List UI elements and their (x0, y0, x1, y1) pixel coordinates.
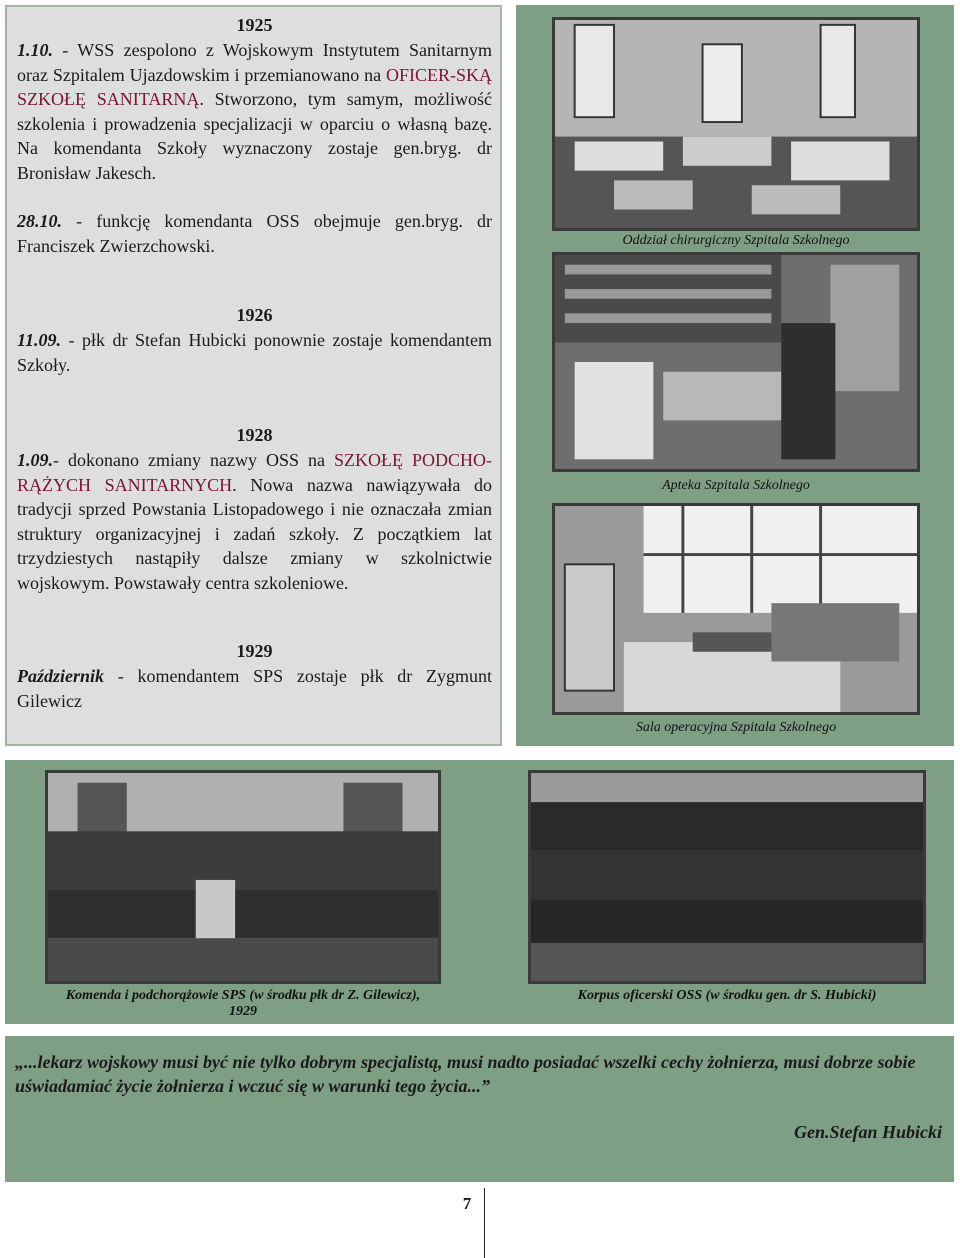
highlight-school-name: OFICER-SKĄ SZKOŁĘ SANITARNĄ (17, 64, 492, 109)
quote-panel (5, 1036, 954, 1182)
entry-date: 28.10. (17, 211, 62, 231)
year-1925: 1925 (236, 15, 273, 35)
entry-1925-10-01: 1.10. - WSS zespolono z Wojskowym Instytutem Sanitarnym oraz Szpitalem Ujazdowskim i przemianowano na OFICER-SKĄ SZKOŁĘ SANITARNĄ. Stworzono, tym samym, możliwość szkolenia i prowadzenia specjalizacji w oparciu o własną bazę. Na komendanta Szkoły wyznaczony zostaje gen.bryg. dr Bronisław Jakesch. (17, 40, 492, 183)
page-number: 7 (462, 1194, 472, 1213)
year-1929: 1929 (236, 641, 273, 661)
operating-room-photo (552, 503, 920, 715)
entry-date: 1.10. (17, 40, 53, 60)
entry-1925-10-28: 28.10. - funkcję komendanta OSS obejmuje gen.bryg. dr Franciszek Zwierzchowski. (17, 211, 492, 256)
pharmacy-photo (552, 252, 920, 472)
entry-1928-09-01: 1.09.- dokonano zmiany nazwy OSS na SZKOŁĘ PODCHO-RĄŻYCH SANITARNYCH. Nowa nazwa nawiązywała do tradycji sprzed Powstania Listopadowego i nie oznaczała zmian struktury organizacyjnej i zadań szkoły. Z początkiem lat trzydziestych nastąpiły dalsze zmiany w szkolnictwie wojskowym. Powstawały centra szkoleniowe. (17, 450, 492, 593)
entry-1929-10: Październik - komendantem SPS zostaje płk dr Zygmunt Gilewicz (17, 666, 492, 711)
quote-text: „...lekarz wojskowy musi być nie tylko dobrym specjalistą, musi nadto posiadać wszelki cechy żołnierza, musi dobrze sobie uświadamiać życie żołnierza i wczuć się w warunki tego życia...” (15, 1052, 916, 1096)
operating-room-caption: Sala operacyjna Szpitala Szkolnego (635, 720, 837, 735)
surgery-ward-photo (552, 17, 920, 231)
officer-corps-caption: Korpus oficerski OSS (w środku gen. dr S. Hubicki) (577, 988, 877, 1003)
year-1926: 1926 (236, 305, 273, 325)
command-group-caption-text: Komenda i podchorążowie SPS (w środku płk dr Z. Gilewicz), (65, 988, 421, 1003)
command-group-caption-year: 1929 (229, 1004, 257, 1019)
pharmacy-caption: Apteka Szpitala Szkolnego (662, 478, 810, 493)
officer-corps-photo (528, 770, 926, 984)
highlight-school-name: SZKOŁĘ PODCHO-RĄŻYCH SANITARNYCH (17, 450, 492, 495)
entry-date: 1.09. (17, 450, 53, 470)
timeline-panel (5, 5, 502, 746)
command-group-caption (45, 988, 441, 1020)
entry-1926-09-11: 11.09. - płk dr Stefan Hubicki ponownie zostaje komendantem Szkoły. (17, 330, 492, 375)
surgery-ward-caption: Oddział chirurgiczny Szpitala Szkolnego (622, 233, 850, 248)
command-group-photo (45, 770, 441, 984)
entry-date: 11.09. (17, 330, 62, 350)
entry-date: Październik (17, 666, 105, 686)
year-1928: 1928 (236, 425, 273, 445)
quote-author: Gen.Stefan Hubicki (793, 1122, 942, 1142)
footer-divider (484, 1188, 485, 1258)
